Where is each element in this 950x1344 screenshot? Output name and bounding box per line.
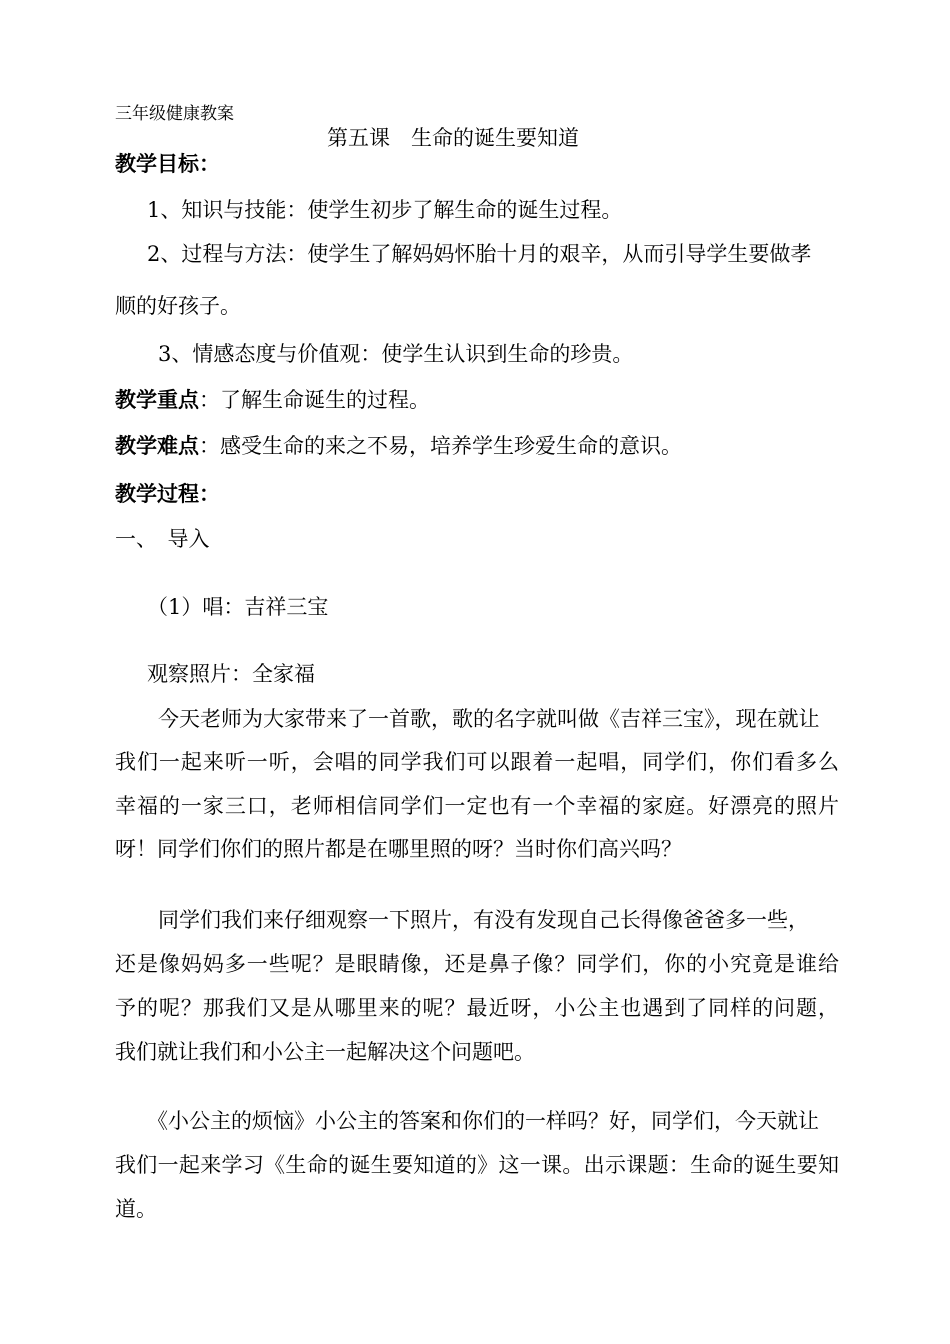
paragraph-1-line-2: 我们一起来听一听，会唱的同学我们可以跟着一起唱，同学们，你们看多么 bbox=[115, 750, 839, 774]
paragraph-3-line-1: 《小公主的烦恼》小公主的答案和你们的一样吗？好，同学们，今天就让 bbox=[147, 1109, 819, 1133]
key-point-label: 教学重点 bbox=[115, 388, 199, 412]
objective-3: 3、情感态度与价值观：使学生认识到生命的珍贵。 bbox=[158, 342, 634, 366]
doc-header: 三年级健康教案 bbox=[115, 104, 234, 124]
difficulty-text: ：感受生命的来之不易，培养学生珍爱生命的意识。 bbox=[199, 434, 682, 458]
paragraph-1-line-4: 呀！同学们你们的照片都是在哪里照的呀？当时你们高兴吗？ bbox=[115, 837, 682, 861]
key-point-text: ：了解生命诞生的过程。 bbox=[199, 388, 430, 412]
objectives-heading: 教学目标： bbox=[115, 152, 220, 176]
item-1: （1）唱：吉祥三宝 bbox=[147, 595, 329, 619]
process-heading: 教学过程： bbox=[115, 482, 220, 506]
paragraph-2-line-3: 予的呢？那我们又是从哪里来的呢？最近呀，小公主也遇到了同样的问题， bbox=[115, 996, 839, 1020]
objective-2-line-2: 顺的好孩子。 bbox=[115, 294, 241, 318]
objective-2-line-1: 2、过程与方法：使学生了解妈妈怀胎十月的艰辛，从而引导学生要做孝 bbox=[147, 242, 812, 266]
observe-line: 观察照片：全家福 bbox=[147, 662, 315, 686]
paragraph-2-line-2: 还是像妈妈多一些呢？是眼睛像，还是鼻子像？同学们，你的小究竟是谁给 bbox=[115, 952, 839, 976]
paragraph-2-line-4: 我们就让我们和小公主一起解决这个问题吧。 bbox=[115, 1040, 535, 1064]
paragraph-1-line-3: 幸福的一家三口，老师相信同学们一定也有一个幸福的家庭。好漂亮的照片 bbox=[115, 794, 839, 818]
paragraph-3-line-3: 道。 bbox=[115, 1197, 157, 1221]
paragraph-1-line-1: 今天老师为大家带来了一首歌，歌的名字就叫做《吉祥三宝》，现在就让 bbox=[158, 707, 820, 731]
paragraph-2-line-1: 同学们我们来仔细观察一下照片，有没有发现自己长得像爸爸多一些， bbox=[158, 908, 809, 932]
paragraph-3-line-2: 我们一起来学习《生命的诞生要知道的》这一课。出示课题：生命的诞生要知 bbox=[115, 1153, 839, 1177]
difficulty-point bbox=[115, 432, 682, 460]
doc-title: 第五课 生命的诞生要知道 bbox=[327, 126, 579, 150]
difficulty-label: 教学难点 bbox=[115, 434, 199, 458]
section-1-heading: 一、 导入 bbox=[115, 527, 210, 551]
key-point bbox=[115, 386, 430, 414]
objective-1: 1、知识与技能：使学生初步了解生命的诞生过程。 bbox=[147, 198, 623, 222]
